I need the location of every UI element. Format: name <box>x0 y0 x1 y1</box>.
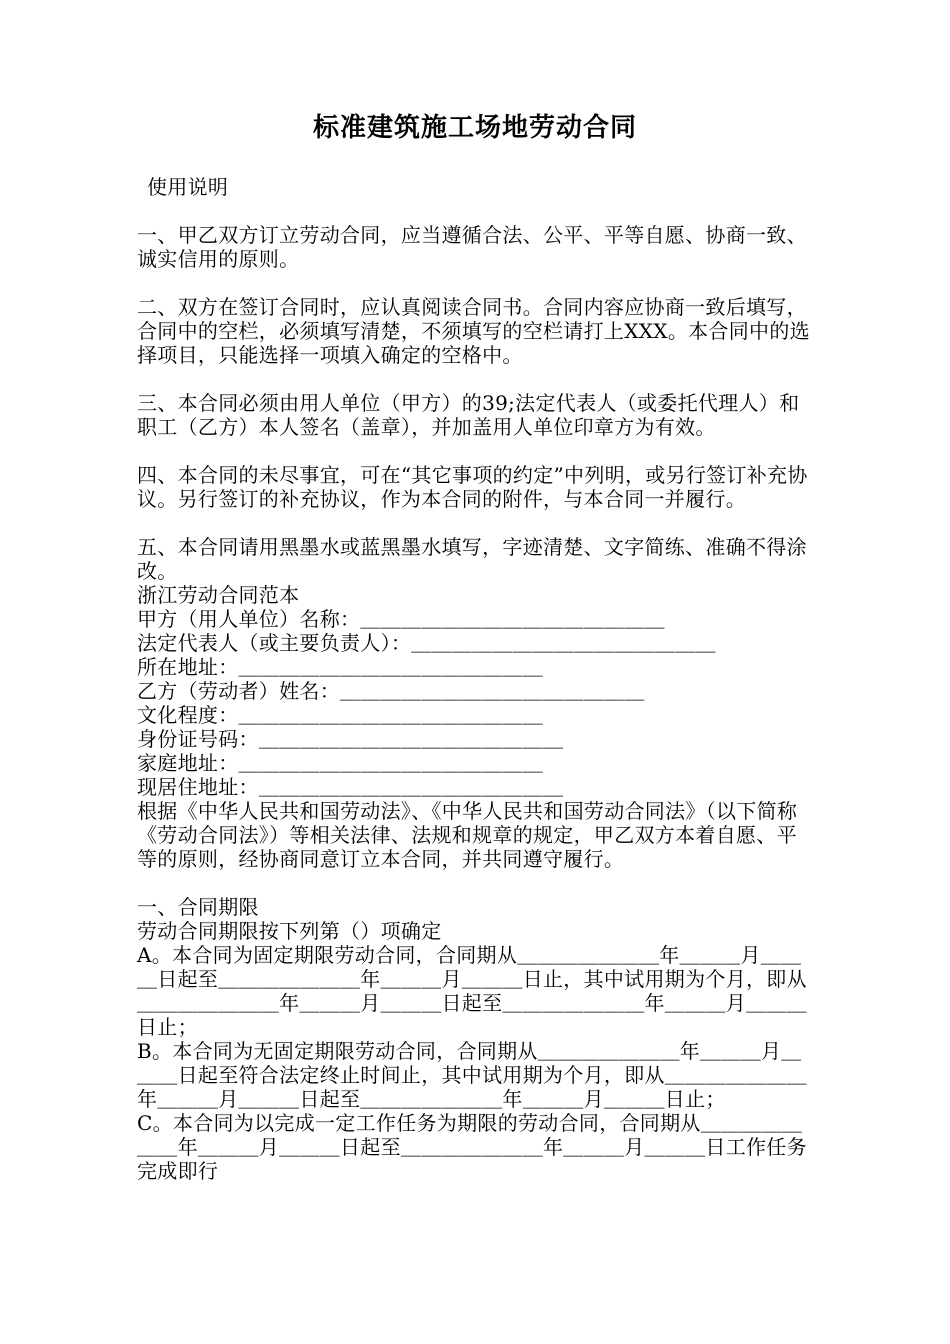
field-address: 所在地址：＿＿＿＿＿＿＿＿＿＿＿＿＿＿＿ <box>137 655 543 679</box>
field-party-a-name: 甲方（用人单位）名称：＿＿＿＿＿＿＿＿＿＿＿＿＿＿＿ <box>137 607 665 631</box>
document-title: 标准建筑施工场地劳动合同 <box>312 113 637 143</box>
instruction-item-1: 一、甲乙双方订立劳动合同，应当遵循合法、公平、平等自愿、协商一致、诚实信用的原则。 <box>137 223 807 271</box>
instruction-item-3: 三、本合同必须由用人单位（甲方）的39;法定代表人（或委托代理人）和职工（乙方）本人签名（盖章），并加盖用人单位印章方为有效。 <box>137 391 800 439</box>
option-a: A。本合同为固定期限劳动合同，合同期从＿＿＿＿＿＿＿年＿＿＿月＿＿＿日起至＿＿＿＿＿＿＿年＿＿＿月＿＿＿日止，其中试用期为个月，即从＿＿＿＿＿＿＿年＿＿＿月＿＿＿日起至＿＿＿＿＿＿＿年＿＿＿月＿＿＿日止； <box>137 943 807 1039</box>
field-home-address: 家庭地址：＿＿＿＿＿＿＿＿＿＿＿＿＿＿＿ <box>137 751 543 775</box>
field-current-address: 现居住地址：＿＿＿＿＿＿＿＿＿＿＿＿＿＿＿ <box>137 775 564 799</box>
instruction-item-2: 二、双方在签订合同时，应认真阅读合同书。合同内容应协商一致后填写，合同中的空栏，必须填写清楚，不须填写的空栏请打上XXX。本合同中的选择项目，只能选择一项填入确定的空格中。 <box>137 295 810 367</box>
instruction-item-5: 五、本合同请用黑墨水或蓝黑墨水填写，字迹清楚、文字简练、准确不得涂改。 <box>137 535 807 583</box>
section-heading-term: 一、合同期限 <box>137 895 259 919</box>
preamble-paragraph: 根据《中华人民共和国劳动法》、《中华人民共和国劳动合同法》（以下简称《劳动合同法》）等相关法律、法规和规章的规定，甲乙双方本着自愿、平等的原则，经协商同意订立本合同，并共同遵守履行。 <box>137 799 798 871</box>
field-education: 文化程度：＿＿＿＿＿＿＿＿＿＿＿＿＿＿＿ <box>137 703 543 727</box>
instruction-item-4: 四、本合同的未尽事宜，可在“其它事项的约定”中列明，或另行签订补充协议。另行签订的补充协议，作为本合同的附件，与本合同一并履行。 <box>137 463 808 511</box>
section-intro: 劳动合同期限按下列第（）项确定 <box>137 919 442 943</box>
field-legal-representative: 法定代表人（或主要负责人）：＿＿＿＿＿＿＿＿＿＿＿＿＿＿＿ <box>137 631 716 655</box>
option-c: C。本合同为以完成一定工作任务为期限的劳动合同，合同期从＿＿＿＿＿＿＿年＿＿＿月＿＿＿日起至＿＿＿＿＿＿＿年＿＿＿月＿＿＿日工作任务完成即行 <box>137 1111 807 1183</box>
document-body <box>137 175 817 1183</box>
instructions-heading: 使用说明 <box>147 175 229 199</box>
field-party-b-name: 乙方（劳动者）姓名：＿＿＿＿＿＿＿＿＿＿＿＿＿＿＿ <box>137 679 645 703</box>
option-b: B。本合同为无固定期限劳动合同，合同期从＿＿＿＿＿＿＿年＿＿＿月＿＿＿日起至符合法定终止时间止，其中试用期为个月，即从＿＿＿＿＿＿＿年＿＿＿月＿＿＿日起至＿＿＿＿＿＿＿年＿＿＿月＿＿＿日止； <box>137 1039 807 1111</box>
template-name: 浙江劳动合同范本 <box>137 583 300 607</box>
field-id-number: 身份证号码：＿＿＿＿＿＿＿＿＿＿＿＿＿＿＿ <box>137 727 564 751</box>
